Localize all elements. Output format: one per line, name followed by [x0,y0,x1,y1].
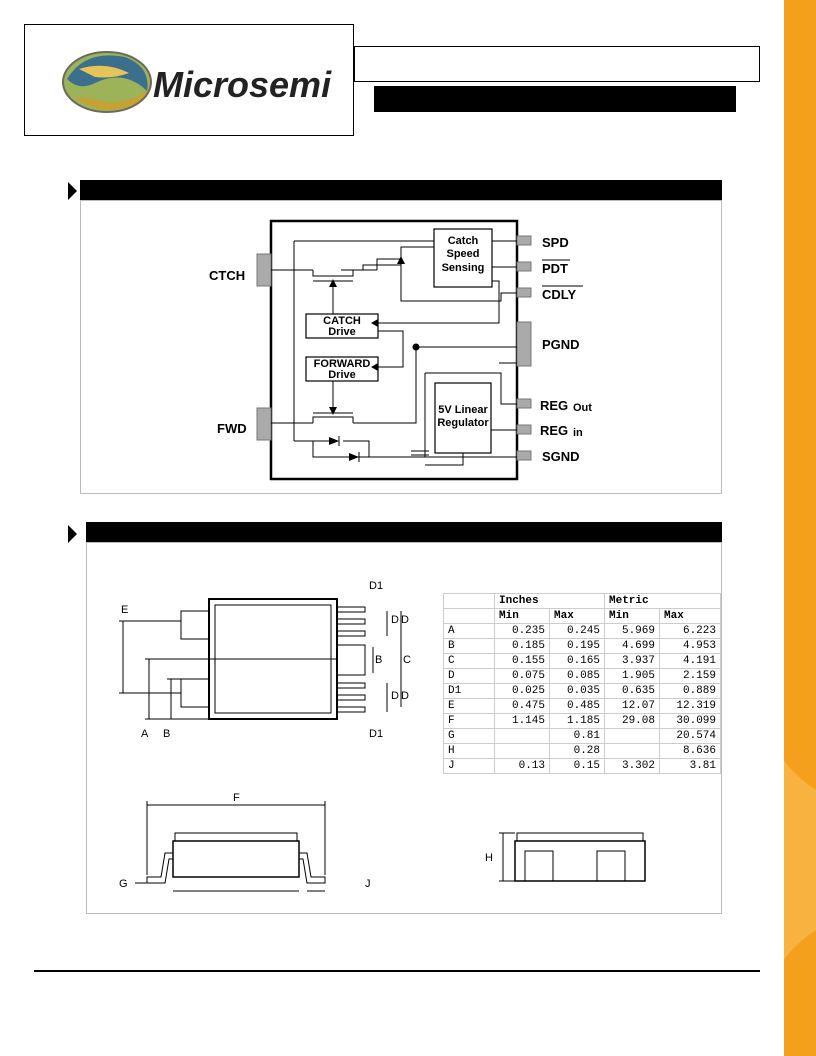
table-subheader: Max [660,609,721,624]
diode-2-icon [349,453,359,461]
dim-label-d-bottom-2: D [401,690,409,702]
dim-label-b-side: B [375,654,383,666]
dim-label-d-bottom-1: D [391,690,399,702]
table-row-label: D [444,669,495,684]
table-row-label: B [444,639,495,654]
table-row-label: J [444,759,495,774]
table-cell: 2.159 [660,669,721,684]
table-row-label: G [444,729,495,744]
table-cell: 0.15 [550,759,605,774]
catch-speed-text-3: Sensing [441,262,485,274]
table-row [444,744,721,759]
footer-rule [34,970,760,972]
pin-pdt [517,262,531,271]
section1-arrow-icon [68,182,77,200]
table-cell: 8.636 [660,744,721,759]
catch-drive-text-1: CATCH [323,315,361,327]
dim-label-c: C [403,654,411,666]
label-pgnd: PGND [542,337,580,352]
table-cell: 4.699 [605,639,660,654]
table-cell: 30.099 [660,714,721,729]
dim-label-g: G [119,878,128,890]
table-row [444,699,721,714]
table-row [444,714,721,729]
table-row [444,639,721,654]
table-cell [605,744,660,759]
table-cell: 20.574 [660,729,721,744]
table-cell: 6.223 [660,624,721,639]
table-row [444,684,721,699]
table-subheader: Max [550,609,605,624]
package-dimensions-panel [86,542,722,914]
table-cell: 0.635 [605,684,660,699]
pin-fwd [257,408,271,440]
table-row [444,759,721,774]
regulator-text-2: Regulator [437,417,489,429]
header-title-bar [374,86,736,112]
dim-label-j: J [365,878,371,890]
block-diagram-panel [80,200,722,494]
table-row-label: H [444,744,495,759]
table-cell: 0.28 [550,744,605,759]
table-cell: 0.165 [550,654,605,669]
table-cell: 1.905 [605,669,660,684]
table-row-label: F [444,714,495,729]
dim-label-d-top-1: D [391,614,399,626]
table-cell: 3.81 [660,759,721,774]
table-cell: 0.245 [550,624,605,639]
table-cell: 0.085 [550,669,605,684]
dim-label-d1-top: D1 [369,580,384,592]
pin-sgnd [517,451,531,460]
section2-arrow-icon [68,525,77,543]
table-cell: 0.13 [495,759,550,774]
table-row [444,654,721,669]
table-row [444,669,721,684]
table-row-label: A [444,624,495,639]
block-diagram [81,201,721,493]
header-title-box [354,46,760,82]
label-pdt: PDT [542,261,568,276]
table-cell: 29.08 [605,714,660,729]
table-cell: 1.145 [495,714,550,729]
table-cell: 0.155 [495,654,550,669]
table-header-inches: Inches [495,594,605,609]
table-row-label: D1 [444,684,495,699]
table-cell: 0.075 [495,669,550,684]
table-cell: 0.035 [550,684,605,699]
table-subheader: Min [495,609,550,624]
table-cell: 0.025 [495,684,550,699]
dim-label-f: F [233,792,240,804]
table-cell: 3.302 [605,759,660,774]
table-cell: 0.485 [550,699,605,714]
label-spd: SPD [542,235,569,250]
pin-ctch [257,254,271,286]
label-regin-sub: in [573,427,583,439]
package-side-view [111,791,401,911]
forward-drive-text-1: FORWARD [313,358,371,370]
label-sgnd: SGND [542,449,580,464]
diode-1-icon [329,437,339,445]
catch-speed-text-1: Catch [447,235,479,247]
table-cell: 0.81 [550,729,605,744]
catch-drive-text-2: Drive [328,326,356,338]
label-ctch: CTCH [209,268,246,283]
logo-box [24,24,354,136]
dim-label-h: H [485,852,493,864]
label-regout-sub: Out [573,402,592,414]
dimensions-table [443,593,721,774]
package-top-view [111,571,431,741]
catch-speed-text-2: Speed [446,248,480,260]
table-cell: 12.07 [605,699,660,714]
pin-regout [517,399,531,408]
table-cell: 1.185 [550,714,605,729]
forward-drive-text-2: Drive [328,369,356,381]
table-cell [605,729,660,744]
table-cell: 0.185 [495,639,550,654]
pin-regin [517,425,531,434]
side-strip-notches [784,0,816,1056]
table-header-metric: Metric [605,594,721,609]
table-cell: 0.195 [550,639,605,654]
dim-label-e: E [121,604,129,616]
table-row-label: E [444,699,495,714]
table-cell: 0.235 [495,624,550,639]
table-cell: 0.889 [660,684,721,699]
label-cdly: CDLY [542,287,577,302]
side-color-strip [784,0,816,1056]
section2-header-bar [86,522,722,542]
table-cell: 4.191 [660,654,721,669]
table-row-label: C [444,654,495,669]
dim-label-d-top-2: D [401,614,409,626]
brand-name: Microsemi [153,64,332,105]
pin-spd [517,236,531,245]
microsemi-logo [55,39,365,129]
label-fwd: FWD [217,421,247,436]
dim-label-d1-bottom: D1 [369,728,384,740]
dim-label-b: B [163,728,171,740]
pin-cdly [517,288,531,297]
table-row [444,624,721,639]
table-cell [495,729,550,744]
table-subheader: Min [605,609,660,624]
pin-pgnd [517,322,531,366]
package-end-view [471,821,651,911]
table-cell: 0.475 [495,699,550,714]
regulator-text-1: 5V Linear [438,404,488,416]
table-cell: 12.319 [660,699,721,714]
label-regin: REG [540,423,569,438]
table-cell: 4.953 [660,639,721,654]
section1-header-bar [80,180,722,200]
label-regout: REG [540,398,569,413]
table-cell: 3.937 [605,654,660,669]
table-cell: 5.969 [605,624,660,639]
table-row [444,729,721,744]
junction-dot [413,344,420,351]
dim-label-a: A [141,728,149,740]
table-sub-header-row [444,609,721,624]
table-group-header-row [444,594,721,609]
table-cell [495,744,550,759]
